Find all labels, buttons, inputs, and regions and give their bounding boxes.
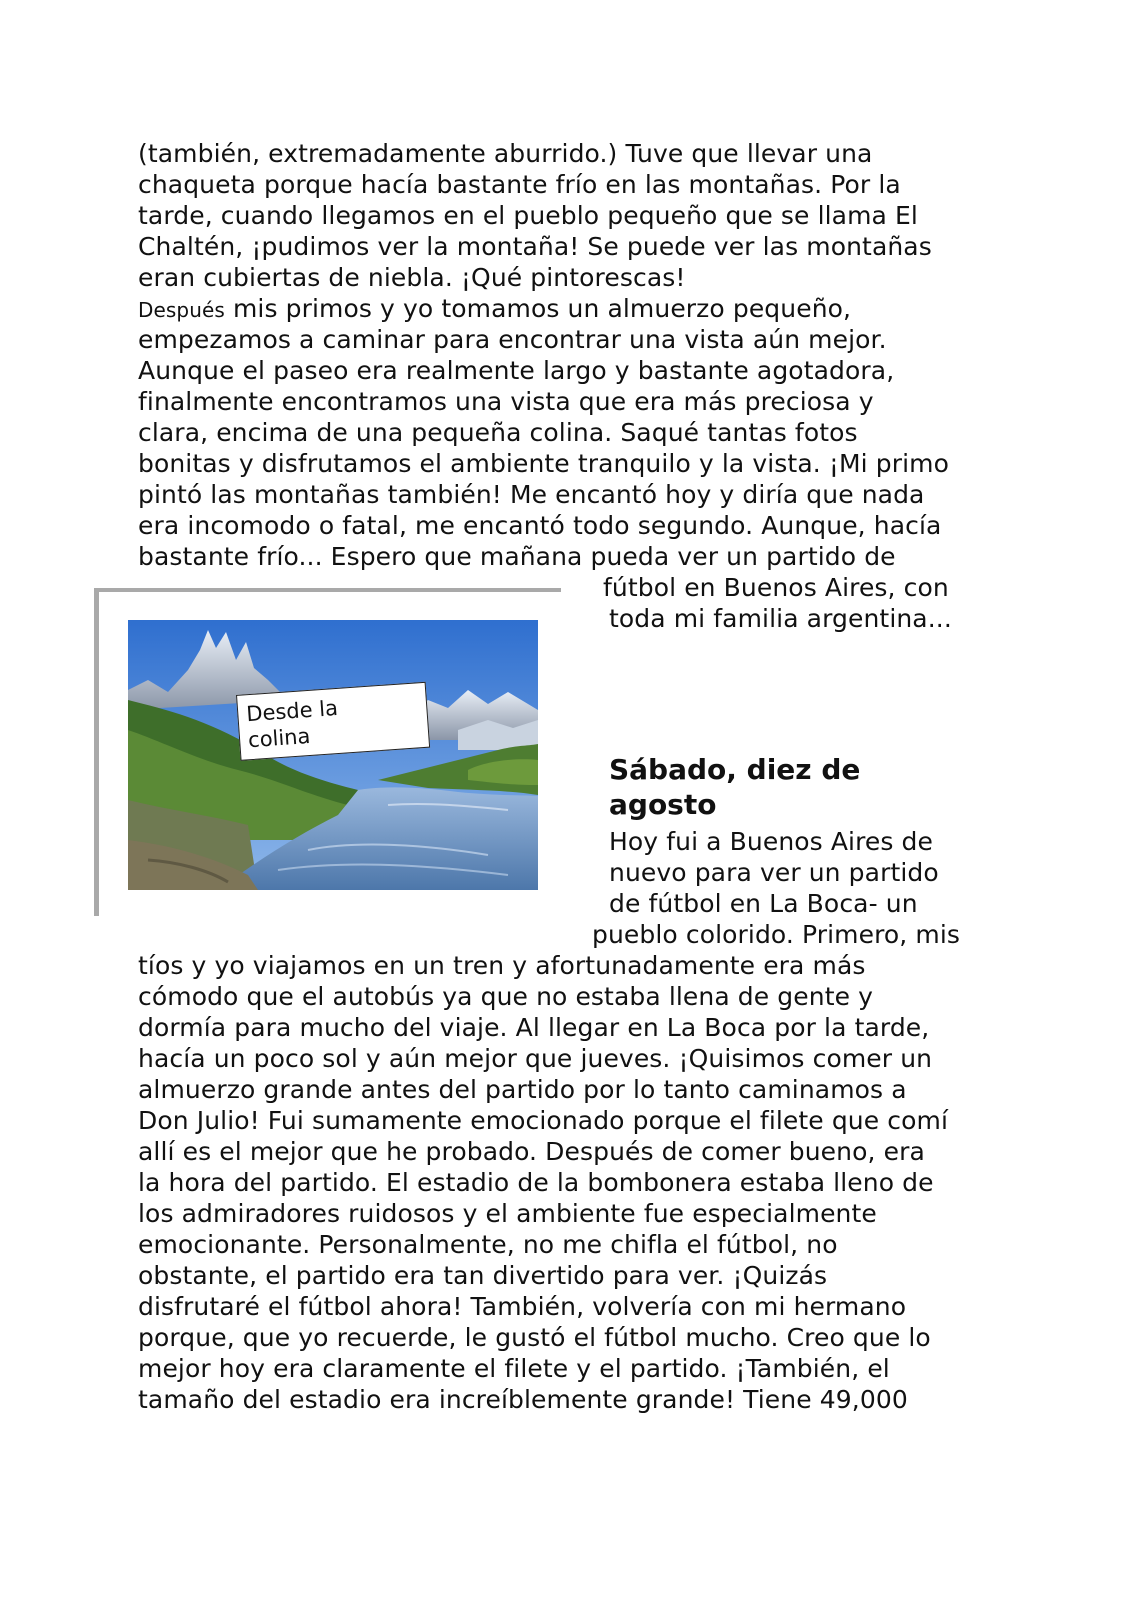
- text-line: Aunque el paseo era realmente largo y bastante agotadora,: [138, 356, 895, 385]
- text-line: allí es el mejor que he probado. Después de comer bueno, era: [138, 1137, 925, 1166]
- text-line: bastante frío... Espero que mañana pueda ver un partido de: [138, 542, 896, 571]
- text-line: cómodo que el autobús ya que no estaba llena de gente y: [138, 982, 874, 1011]
- text-line: eran cubiertas de niebla. ¡Qué pintorescas!: [138, 263, 686, 292]
- text-fragment: mis primos y yo tomamos un almuerzo pequeño,: [224, 294, 852, 323]
- text-line: clara, encima de una pequeña colina. Saqué tantas fotos: [138, 418, 858, 447]
- text-line: tamaño del estadio era increíblemente grande! Tiene 49,000: [138, 1385, 908, 1414]
- image-caption-box: [236, 682, 430, 761]
- text-line: la hora del partido. El estadio de la bombonera estaba lleno de: [138, 1168, 934, 1197]
- text-line: finalmente encontramos una vista que era más preciosa y: [138, 387, 874, 416]
- text-line: emocionante. Personalmente, no me chifla el fútbol, no: [138, 1230, 838, 1259]
- text-line: mejor hoy era claramente el filete y el partido. ¡También, el: [138, 1354, 890, 1383]
- section-heading: Sábado, diez de: [609, 753, 861, 786]
- text-line: era incomodo o fatal, me encantó todo segundo. Aunque, hacía: [138, 511, 942, 540]
- text-line: fútbol en Buenos Aires, con: [603, 573, 949, 602]
- text-line: chaqueta porque hacía bastante frío en las montañas. Por la: [138, 170, 901, 199]
- text-line: Hoy fui a Buenos Aires de: [609, 827, 934, 856]
- text-line: de fútbol en La Boca- un: [609, 889, 918, 918]
- text-line: dormía para mucho del viaje. Al llegar en La Boca por la tarde,: [138, 1013, 930, 1042]
- text-line: porque, que yo recuerde, le gustó el fútbol mucho. Creo que lo: [138, 1323, 931, 1352]
- caption-line: Desde la: [245, 695, 339, 727]
- text-line: obstante, el partido era tan divertido para ver. ¡Quizás: [138, 1261, 828, 1290]
- text-line: bonitas y disfrutamos el ambiente tranquilo y la vista. ¡Mi primo: [138, 449, 949, 478]
- text-line: los admiradores ruidosos y el ambiente fue especialmente: [138, 1199, 877, 1228]
- text-line: tarde, cuando llegamos en el pueblo pequeño que se llama El: [138, 201, 918, 230]
- image-frame-left: [94, 588, 99, 916]
- mountain-river-photo: [128, 620, 538, 890]
- section-heading: agosto: [609, 788, 717, 821]
- text-line: pueblo colorido. Primero, mis: [592, 920, 961, 949]
- text-line: hacía un poco sol y aún mejor que jueves. ¡Quisimos comer un: [138, 1044, 933, 1073]
- text-line: disfrutaré el fútbol ahora! También, volvería con mi hermano: [138, 1292, 907, 1321]
- text-line: Chaltén, ¡pudimos ver la montaña! Se puede ver las montañas: [138, 232, 932, 261]
- text-line: empezamos a caminar para encontrar una vista aún mejor.: [138, 325, 887, 354]
- caption-line: colina: [247, 723, 312, 753]
- text-line: tíos y yo viajamos en un tren y afortunadamente era más: [138, 951, 866, 980]
- text-line: [138, 293, 851, 326]
- despues-word: Después: [138, 298, 225, 322]
- text-line: toda mi familia argentina...: [609, 604, 952, 633]
- text-line: Don Julio! Fui sumamente emocionado porque el filete que comí: [138, 1106, 949, 1135]
- text-line: (también, extremadamente aburrido.) Tuve que llevar una: [138, 139, 873, 168]
- text-line: pintó las montañas también! Me encantó hoy y diría que nada: [138, 480, 925, 509]
- text-line: nuevo para ver un partido: [609, 858, 939, 887]
- image-frame-top: [94, 588, 561, 592]
- text-line: almuerzo grande antes del partido por lo tanto caminamos a: [138, 1075, 907, 1104]
